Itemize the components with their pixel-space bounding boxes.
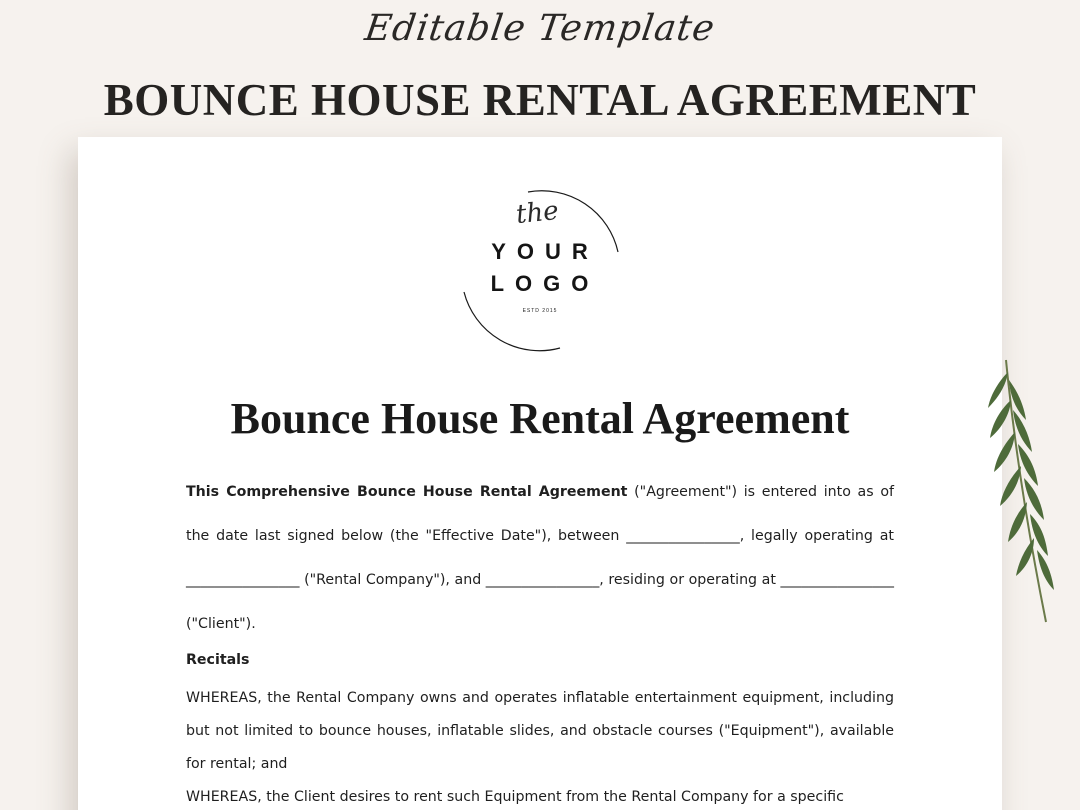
script-heading: Editable Template — [362, 8, 718, 49]
logo-line-logo: LOGO — [490, 271, 600, 296]
logo-placeholder — [458, 186, 622, 354]
rosemary-sprig-icon — [984, 352, 1064, 632]
recital-paragraph: WHEREAS, the Client desires to rent such Equipment from the Rental Company for a specific — [186, 789, 844, 805]
recital-paragraph: WHEREAS, the Rental Company owns and operates inflatable entertainment equipment, including but not limited to bounce houses, inflatable slides, and obstacle courses ("Equipment"), available for rental; and — [186, 690, 894, 772]
logo-estd: ESTD 2015 — [522, 308, 558, 314]
logo-line-your: YOUR — [491, 239, 599, 264]
recitals-section — [186, 682, 894, 810]
recitals-heading: Recitals — [186, 652, 250, 668]
intro-paragraph — [186, 470, 894, 646]
main-heading: BOUNCE HOUSE RENTAL AGREEMENT — [103, 75, 977, 125]
logo-the: the — [514, 195, 561, 231]
intro-text: ("Agreement") is entered into as of the date last signed below (the "Effective Date"), between ________________, legally operating at ________________ ("Rental Company"), and ________________, residing or operating at ________________ ("Client"). — [186, 484, 894, 632]
document-title: Bounce House Rental Agreement — [230, 394, 850, 443]
intro-bold-lead: This Comprehensive Bounce House Rental Agreement — [186, 484, 628, 500]
